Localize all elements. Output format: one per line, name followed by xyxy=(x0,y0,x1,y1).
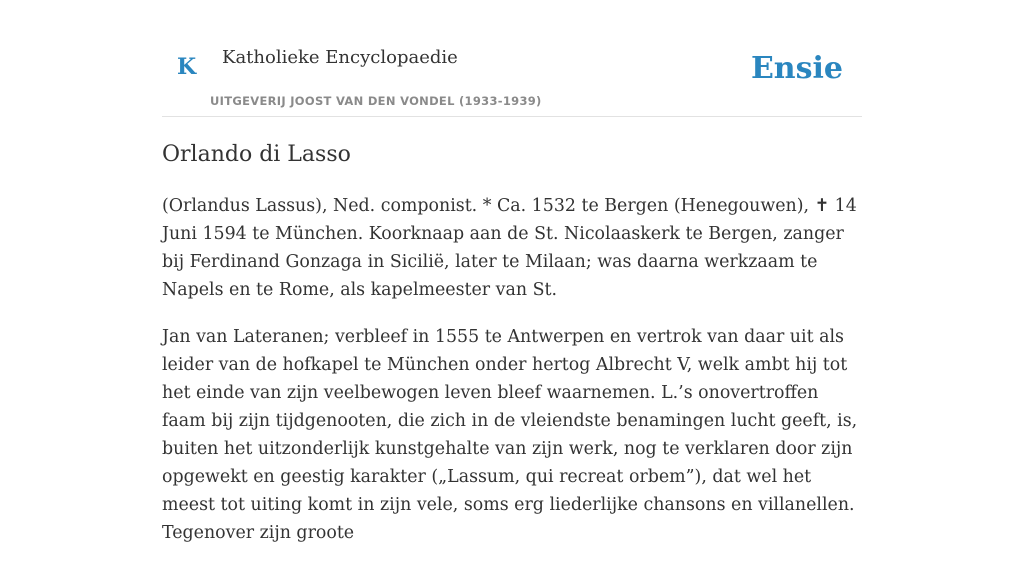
article-body xyxy=(162,192,862,566)
site-header xyxy=(162,0,862,117)
entry-title: Orlando di Lasso xyxy=(162,142,351,167)
article-paragraph: Jan van Lateranen; verbleef in 1555 te Antwerpen en vertrok van daar uit als leider van de hofkapel te München onder hertog Albrecht V, welk ambt hij tot het einde van zijn veelbewogen leven bleef waarnemen. L.’s onovertroffen faam bij zijn tijdgenooten, die zich in de vleiendste benamingen lucht geeft, is, buiten het uitzonderlijk kunstgehalte van zijn werk, nog te verklaren door zijn opgewekt en geestig karakter („Lassum, qui recreat orbem”), dat wel het meest tot uiting komt in zijn vele, soms erg liederlijke chansons en villanellen. Tegenover zijn groote xyxy=(162,327,858,543)
encyclopedia-logo[interactable]: K xyxy=(177,54,197,80)
book-title-link[interactable]: Katholieke Encyclopaedie xyxy=(222,47,458,68)
article-paragraph: (Orlandus Lassus), Ned. componist. * Ca. 1532 te Bergen (Henegouwen), ✝ 14 Juni 1594 te München. Koorknaap aan de St. Nicolaaskerk te Bergen, zanger bij Ferdinand Gonzaga in Sicilië, later te Milaan; was daarna werkzaam te Napels en te Rome, als kapelmeester van St. xyxy=(162,196,857,300)
ensie-logo-link[interactable]: Ensie xyxy=(750,51,843,86)
publisher-label: UITGEVERIJ JOOST VAN DEN VONDEL (1933-1939) xyxy=(210,94,542,108)
